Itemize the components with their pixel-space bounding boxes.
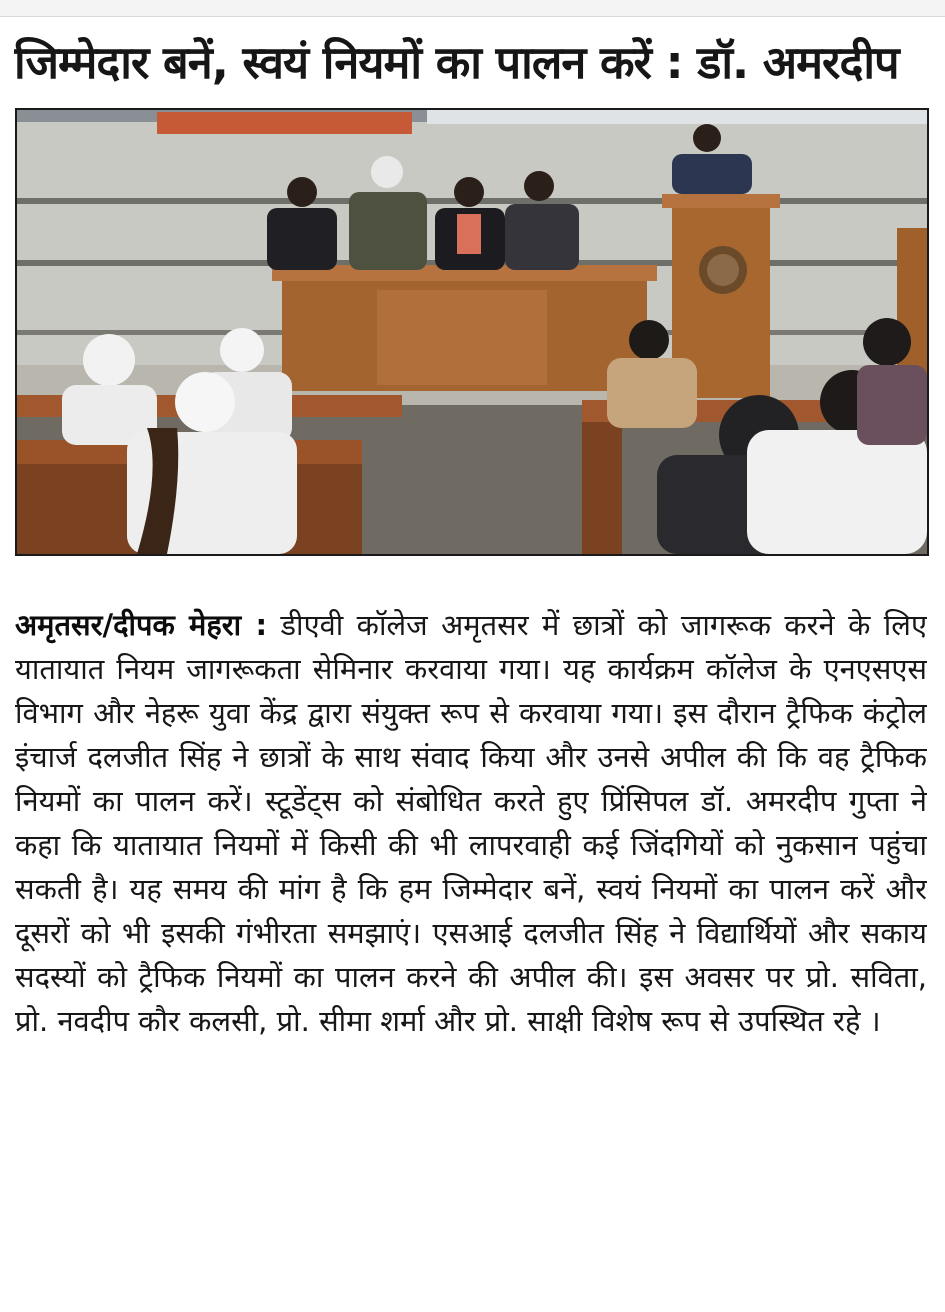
byline: अमृतसर/दीपक मेहरा : xyxy=(15,608,268,642)
headline: जिम्मेदार बनें, स्वयं नियमों का पालन करें : डॉ. अमरदीप xyxy=(14,36,899,89)
seminar-photo xyxy=(15,108,929,556)
article-body xyxy=(15,603,927,1303)
article-body-text: डीएवी कॉलेज अमृतसर में छात्रों को जागरूक करने के लिए यातायात नियम जागरूकता सेमिनार करवाया गया। यह कार्यक्रम कॉलेज के एनएसएस विभाग और नेहरू युवा केंद्र द्वारा संयुक्त रूप से करवाया गया। इस दौरान ट्रैफिक कंट्रोल इंचार्ज दलजीत सिंह ने छात्रों के साथ संवाद किया और उनसे अपील की कि वह ट्रैफिक नियमों का पालन करें। स्टूडेंट्स को संबोधित करते हुए प्रिंसिपल डॉ. अमरदीप गुप्ता ने कहा कि यातायात नियमों में किसी की भी लापरवाही कई जिंदगियों को नुकसान पहुंचा सकती है। यह समय की मांग है कि हम जिम्मेदार बनें, स्वयं नियमों का पालन करें और दूसरों को भी इसकी गंभीरता समझाएं। एसआई दलजीत सिंह ने विद्यार्थियों और सकाय सदस्यों को ट्रैफिक नियमों का पालन करने की अपील की। इस अवसर पर प्रो. सविता, प्रो. नवदीप कौर कलसी, प्रो. सीमा शर्मा और प्रो. साक्षी विशेष रूप से उपस्थित रहे । xyxy=(15,608,927,1038)
seminar-photo-illustration xyxy=(17,110,927,554)
previous-article-strip xyxy=(0,0,945,17)
